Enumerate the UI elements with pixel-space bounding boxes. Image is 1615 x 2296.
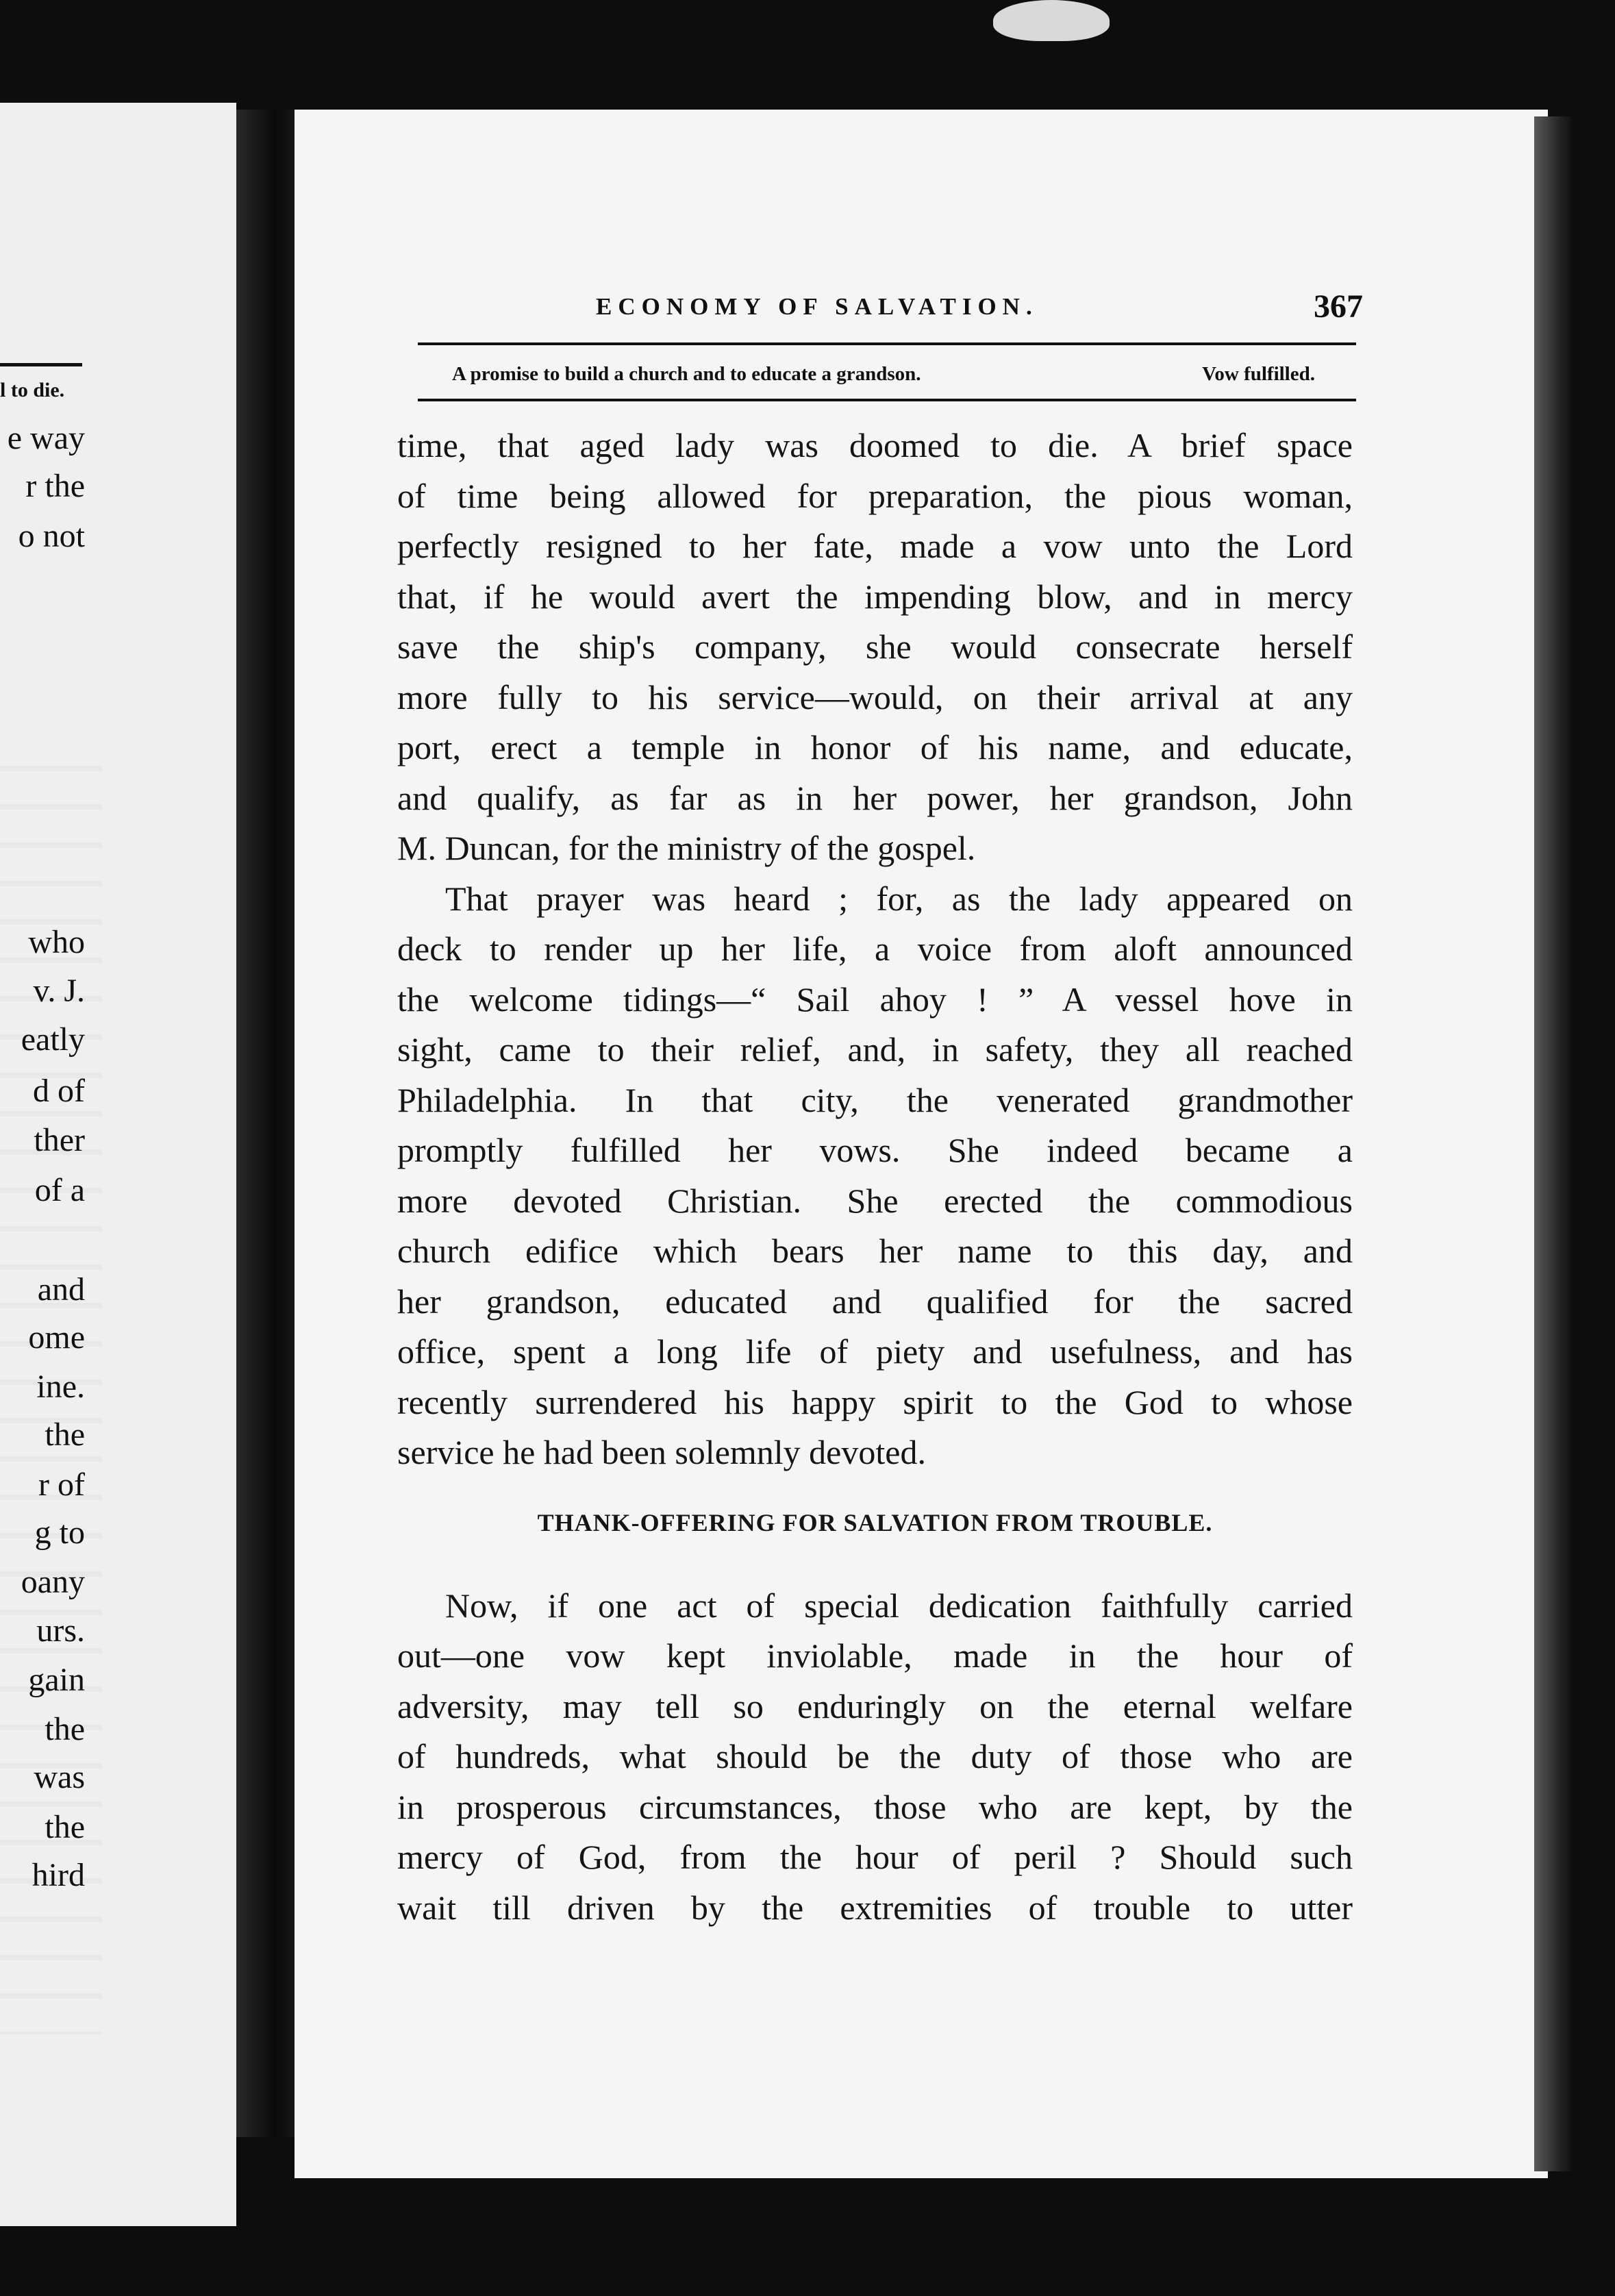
left-page-fragment: o not — [18, 518, 85, 554]
text-line: M. Duncan, for the ministry of the gospel. — [397, 829, 976, 867]
text-line: perfectly resigned to her fate, made a vow unto the Lord — [397, 527, 1353, 565]
text-line: deck to render up her life, a voice from aloft announced — [397, 929, 1353, 968]
body-text — [397, 421, 1353, 1933]
text-line: adversity, may tell so enduringly on the eternal welfare — [397, 1686, 1353, 1725]
text-line: wait till driven by the extremities of trouble to utter — [397, 1888, 1353, 1927]
paragraph-2 — [397, 874, 1353, 1478]
left-page-fragment: oany — [21, 1564, 85, 1600]
text-line: out—one vow kept inviolable, made in the hour of — [397, 1636, 1353, 1675]
text-line: time, that aged lady was doomed to die. A brief space — [397, 426, 1353, 464]
left-page-fragment: the — [45, 1417, 85, 1453]
text-line: church edifice which bears her name to this day, and — [397, 1232, 1353, 1270]
section-heading: THANK-OFFERING FOR SALVATION FROM TROUBLE. — [537, 1508, 1213, 1536]
left-page-fragment: e way — [7, 420, 85, 456]
left-page-fragment: the — [45, 1711, 85, 1747]
left-page-fragment: urs. — [36, 1612, 85, 1649]
text-line: Philadelphia. In that city, the venerated grandmother — [397, 1080, 1353, 1119]
left-page-fragment: eatly — [21, 1021, 85, 1058]
text-line: the welcome tidings—“ Sail ahoy ! ” A vessel hove in — [397, 979, 1353, 1019]
text-line: of hundreds, what should be the duty of those who are — [397, 1737, 1353, 1775]
text-line: sight, came to their relief, and, in safety, they all reached — [397, 1030, 1353, 1069]
text-line: her grandson, educated and qualified for the sacred — [397, 1282, 1353, 1321]
left-page-fragment: hird — [32, 1857, 85, 1893]
left-page-fragment: r the — [25, 468, 85, 504]
text-line: recently surrendered his happy spirit to the God to whose — [397, 1382, 1353, 1421]
left-page-fragment: r of — [38, 1467, 85, 1503]
left-page-fragment: ther — [34, 1122, 85, 1158]
text-line: Now, if one act of special dedication faithfully carried — [445, 1586, 1353, 1625]
left-page-subhead: l to die. — [0, 363, 82, 402]
text-line: promptly fulfilled her vows. She indeed became a — [397, 1131, 1353, 1169]
left-page-fragment: was — [34, 1759, 85, 1795]
page-number: 367 — [1314, 288, 1363, 325]
book-clip — [993, 0, 1110, 41]
left-page-fragment: the — [45, 1809, 85, 1845]
text-line: office, spent a long life of piety and usefulness, and has — [397, 1332, 1353, 1371]
page-edge — [1534, 116, 1572, 2171]
left-page-fragment: g to — [34, 1514, 85, 1551]
left-page-fragment: and — [37, 1271, 85, 1308]
text-line: of time being allowed for preparation, the pious woman, — [397, 476, 1353, 515]
left-page-fragment: gain — [28, 1662, 85, 1698]
left-page-fragment: ine. — [36, 1369, 85, 1405]
left-page-fragment: of a — [34, 1172, 85, 1208]
text-line: mercy of God, from the hour of peril ? Should such — [397, 1838, 1353, 1876]
text-line: That prayer was heard ; for, as the lady appeared on — [445, 879, 1353, 918]
header-rule-bottom — [418, 399, 1356, 401]
text-line: that, if he would avert the impending blow, and in mercy — [397, 577, 1353, 616]
text-line: and qualify, as far as in her power, her grandson, John — [397, 778, 1353, 817]
header-rule-top — [418, 342, 1356, 345]
paragraph-1 — [397, 421, 1353, 874]
left-page-fragment: v. J. — [33, 973, 85, 1009]
left-page-fragment: d of — [33, 1073, 85, 1109]
text-line: in prosperous circumstances, those who are kept, by the — [397, 1787, 1353, 1826]
book-binding — [236, 110, 301, 2137]
text-line: port, erect a temple in honor of his name, and educate, — [397, 728, 1353, 766]
text-line: service he had been solemnly devoted. — [397, 1433, 926, 1471]
left-page — [0, 103, 236, 2226]
running-head: ECONOMY OF SALVATION. — [596, 293, 1038, 320]
text-line: more fully to his service—would, on their arrival at any — [397, 677, 1353, 716]
subhead-left: A promise to build a church and to educate a grandson. — [452, 363, 921, 385]
subhead-right: Vow fulfilled. — [1202, 363, 1315, 385]
left-page-fragment: ome — [28, 1319, 85, 1356]
text-line: save the ship's company, she would consecrate herself — [397, 627, 1353, 666]
left-page-fragment: who — [28, 924, 85, 960]
paragraph-3 — [397, 1581, 1353, 1934]
text-line: more devoted Christian. She erected the commodious — [397, 1181, 1353, 1220]
